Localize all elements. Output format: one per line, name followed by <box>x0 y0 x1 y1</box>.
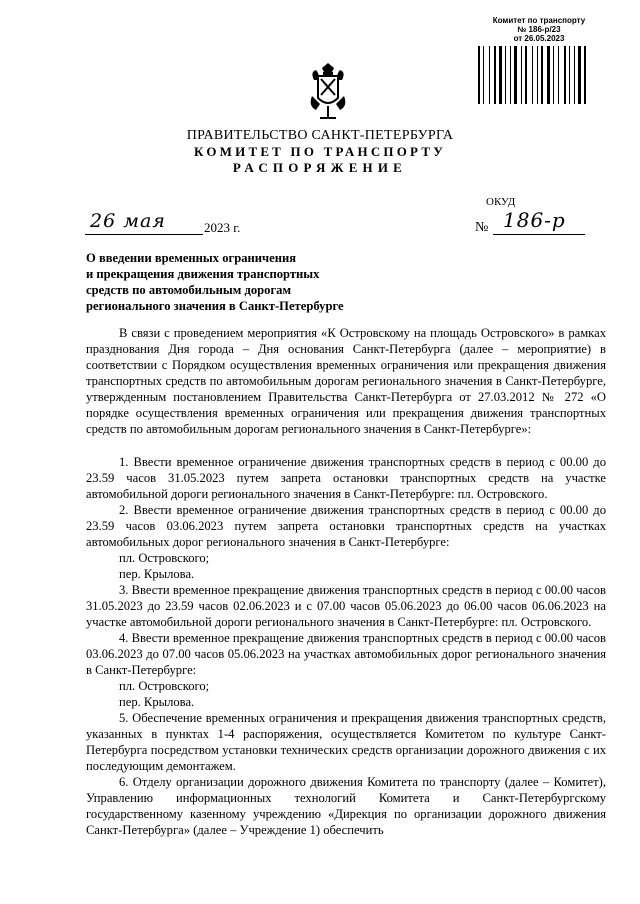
handwritten-number: 186-р <box>503 208 566 232</box>
barcode-bar <box>547 46 550 104</box>
handwritten-date: 26 мая <box>90 210 166 232</box>
number-underline <box>493 234 585 235</box>
barcode-bar <box>489 46 490 104</box>
barcode-bar <box>525 46 527 104</box>
item-4: 4. Ввести временное прекращение движения транспортных средств в период с 00.00 часов 03.06.2023 до 07.00 часов 05.06.2023 на участках автомобильных дорог регионального значения в Санкт-Петербурге: <box>86 631 606 677</box>
barcode-bar <box>505 46 506 104</box>
barcode-bar <box>584 46 586 104</box>
item-4-street: пл. Островского; <box>119 679 210 693</box>
barcode-bar <box>569 46 570 104</box>
barcode-bar <box>483 46 484 104</box>
subject-line: О введении временных ограничения <box>86 251 297 265</box>
committee-title: КОМИТЕТ ПО ТРАНСПОРТУ <box>194 144 446 159</box>
government-title: ПРАВИТЕЛЬСТВО САНКТ-ПЕТЕРБУРГА <box>186 128 454 143</box>
barcode-bar <box>553 46 554 104</box>
barcode-bar <box>564 46 566 104</box>
barcode-bar <box>478 46 480 104</box>
item-2-street: пл. Островского; <box>119 551 210 565</box>
subject-line: регионального значения в Санкт-Петербурге <box>86 299 344 313</box>
document-body <box>86 325 606 838</box>
barcode-bar <box>558 46 559 104</box>
barcode-icon <box>478 46 600 104</box>
preamble-paragraph: В связи с проведением мероприятия «К Островскому на площадь Островского» в рамках празднования Дня города – Дня основания Санкт-Петербурга (далее – мероприятие) в соответствии с Порядком осуществления временных ограничения или прекращения движения транспортных средств по автомобильным дорогам регионального значения в Санкт-Петербурге, утвержденным постановлением Правительства Санкт-Петербурга от 27.03.2012 № 272 «О порядке осуществления временных ограничения или прекращения движения транспортных средств по автомобильным дорогам регионального значения в Санкт-Петербурге»: <box>86 326 606 436</box>
barcode-bar <box>499 46 502 104</box>
barcode-bar <box>578 46 581 104</box>
coat-of-arms-icon <box>306 62 350 122</box>
item-3: 3. Ввести временное прекращение движения транспортных средств в период с 00.00 часов 31.05.2023 до 23.59 часов 02.06.2023 и с 07.00 часов 05.06.2023 до 06.00 часов 06.06.2023 на участке автомобильной дороги регионального значения в Санкт-Петербурге: пл. Островского. <box>86 583 606 629</box>
barcode-bar <box>514 46 517 104</box>
barcode-bar <box>541 46 543 104</box>
barcode-bar <box>574 46 575 104</box>
barcode-bar <box>494 46 496 104</box>
document-date <box>85 210 255 236</box>
barcode-bar <box>537 46 538 104</box>
item-5: 5. Обеспечение временных ограничения и прекращения движения транспортных средств, указанных в пунктах 1-4 распоряжения, осуществляется Комитетом по культуре Санкт-Петербурга посредством установки технических средств организации дорожного движения с их последующим демонтажем. <box>86 711 606 773</box>
subject-line: средств по автомобильным дорогам <box>86 283 292 297</box>
document-number <box>475 208 595 236</box>
barcode-bar <box>532 46 533 104</box>
item-2: 2. Ввести временное ограничение движения транспортных средств в период с 00.00 до 23.59 часов 03.06.2023 путем запрета остановки транспортных средств на участках автомобильных дорог регионального значения в Санкт-Петербурге: <box>86 503 606 549</box>
okud-label: ОКУД <box>486 196 516 208</box>
stamp-line-3: от 26.05.2023 <box>513 34 565 43</box>
document-header <box>0 128 640 176</box>
item-4-street: пер. Крылова. <box>119 695 195 709</box>
item-6: 6. Отделу организации дорожного движения Комитета по транспорту (далее – Комитет), Управлению информационных технологий Комитета и Санкт-Петербургскому государственному казенному учреждению «Дирекция по организации дорожного движения Санкт-Петербурга» (далее – Учреждение 1) обеспечить <box>86 775 606 837</box>
date-year: 2023 г. <box>204 220 241 235</box>
barcode-bar <box>510 46 511 104</box>
subject-line: и прекращения движения транспортных <box>86 267 320 281</box>
item-2-street: пер. Крылова. <box>119 567 195 581</box>
stamp-line-1: Комитет по транспорту <box>492 16 586 25</box>
barcode-bar <box>521 46 522 104</box>
document-subject <box>86 250 386 314</box>
registration-stamp <box>474 16 604 104</box>
date-underline <box>85 234 203 235</box>
stamp-line-2: № 186-р/23 <box>517 25 561 34</box>
number-sign: № <box>475 220 489 235</box>
item-1: 1. Ввести временное ограничение движения транспортных средств в период с 00.00 до 23.59 часов 31.05.2023 путем запрета остановки транспортных средств на участке автомобильной дороги регионального значения в Санкт-Петербурге: пл. Островского. <box>86 455 606 501</box>
document-type: РАСПОРЯЖЕНИЕ <box>232 160 408 175</box>
